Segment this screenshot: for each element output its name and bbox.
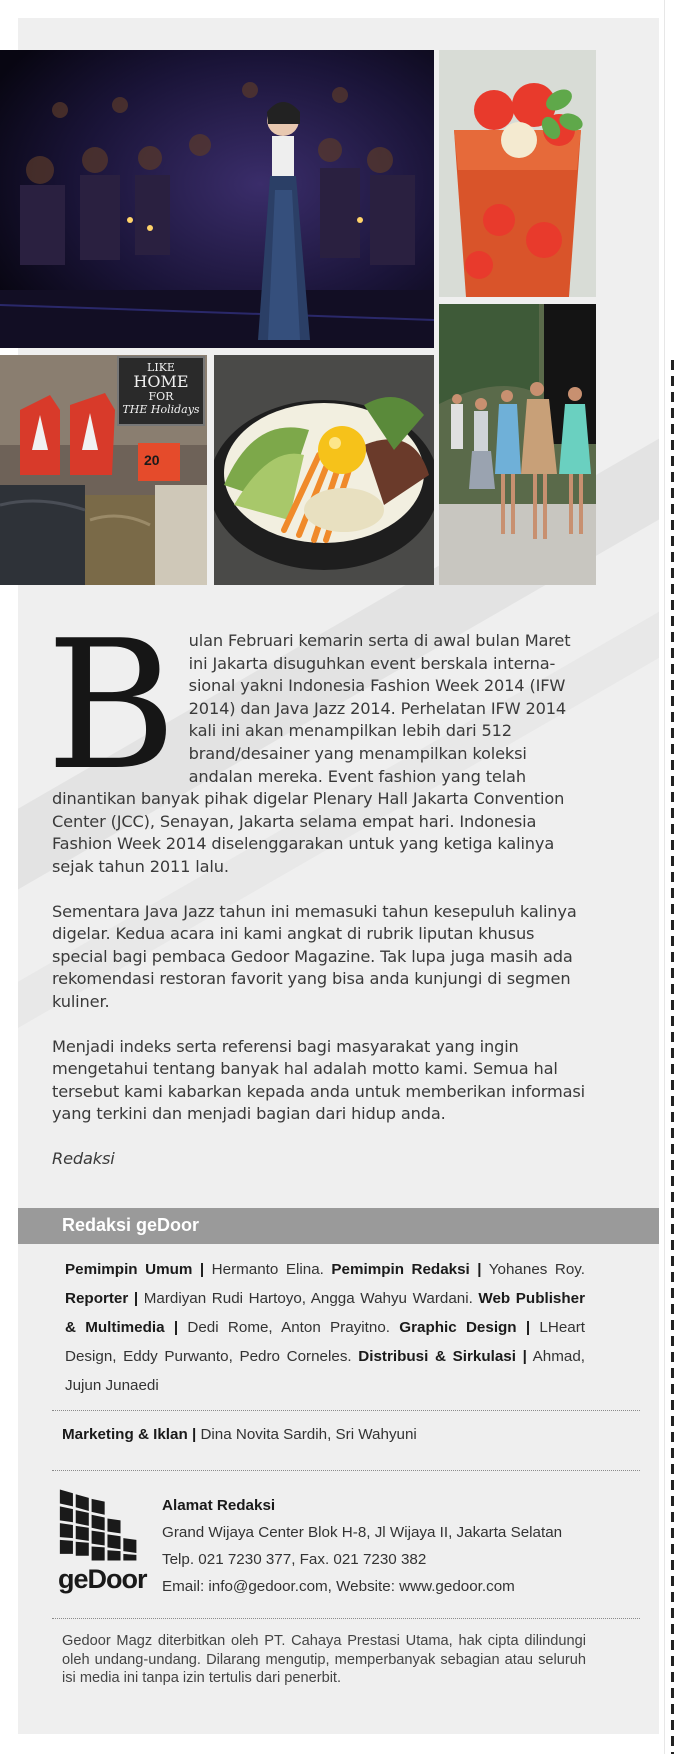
address-contact: Email: info@gedoor.com, Website: www.gedoor.com — [162, 1578, 515, 1595]
credit-names: Mardiyan Rudi Hartoyo, Angga Wahyu Wardani. — [138, 1290, 479, 1307]
credit-role: Web Publisher & Multimedia | — [65, 1290, 585, 1336]
address-heading: Alamat Redaksi — [162, 1497, 276, 1514]
credit-role: Pemimpin Umum | — [65, 1261, 205, 1278]
clothing-shop-photo — [0, 355, 207, 585]
address-block — [162, 1492, 562, 1600]
gedoor-logo — [58, 1486, 148, 1598]
staff-header-bar — [18, 1208, 659, 1244]
strawberry-drink-photo — [439, 50, 596, 297]
credit-names: Dina Novita Sardih, Sri Wahyuni — [196, 1426, 417, 1443]
price-tag: 20 — [144, 452, 160, 468]
dotted-divider — [52, 1470, 640, 1471]
dotted-divider — [52, 1618, 640, 1619]
dotted-divider — [52, 1410, 640, 1411]
address-street: Grand Wijaya Center Blok H-8, Jl Wijaya II, Jakarta Selatan — [162, 1524, 563, 1541]
shop-sign-text: HOME — [133, 372, 189, 391]
address-phone: Telp. 021 7230 377, Fax. 021 7230 382 — [162, 1551, 427, 1568]
article-paragraph: Menjadi indeks serta referensi bagi masyarakat yang ingin mengetahui tentang banyak hal adalah motto kami. Semua hal tersebut kami kabarkan kepada anda untuk memberikan informasi yang terkini dan menjadi bagian dari hidup anda. — [52, 1036, 586, 1124]
credit-names: Hermanto Elina. — [204, 1261, 332, 1278]
article-paragraph: Sementara Java Jazz tahun ini memasuki tahun kesepuluh kalinya digelar. Kedua acara ini kami angkat di rubrik liputan khusus special bagi pembaca Gedoor Magazine. Tak lupa juga masih ada rekomendasi restoran favorit yang bisa anda kunjungi di segmen kuliner. — [52, 901, 577, 1011]
editorial-article — [46, 602, 592, 1192]
shop-sign — [120, 361, 202, 416]
shop-sign-text: LIKE — [147, 361, 175, 374]
fashion-runway-photo — [439, 304, 596, 585]
shop-sign-text: FOR — [148, 390, 174, 403]
credit-names: Ahmad, Jujun Junaedi — [65, 1348, 585, 1394]
drop-cap: B — [46, 602, 177, 809]
credit-names: LHeart Design, Eddy Purwanto, Pedro Corneles. — [65, 1319, 585, 1365]
credit-names: Dedi Rome, Anton Prayitno. — [178, 1319, 400, 1336]
article-signature: Redaksi — [52, 1148, 115, 1168]
copyright-note: Gedoor Magz diterbitkan oleh PT. Cahaya Prestasi Utama, hak cipta dilindungi oleh undang-undang. Dilarang mengutip, memperbanyak sebagian atau seluruh isi media ini tanpa izin tertulis dari penerbit. — [62, 1633, 586, 1686]
credit-role: Graphic Design | — [399, 1319, 531, 1336]
marketing-credit — [62, 1426, 417, 1443]
gedoor-logo-icon — [58, 1486, 142, 1564]
credit-role: Reporter | — [65, 1290, 139, 1307]
article-paragraph: ulan Februari kemarin serta di awal bulan Maret ini Jakarta disuguhkan event berskala interna- sional yakni Indonesia Fashion Week 2014 (IFW 2014) dan Java Jazz 2014. Perhelatan IFW 2014 kali ini akan menampilkan lebih dari 512 brand/desainer yang menampilkan koleksi andalan mereka. Event fashion yang telah dinantikan banyak pihak digelar Plenary Hall Jakarta Convention Center (JCC), Senayan, Jakarta selama empat hari. Indonesia Fashion Week 2014 diselenggarakan untuk yang ketiga kalinya sejak tahun 2011 lalu. — [52, 631, 571, 876]
page-edge-line — [664, 0, 665, 1754]
shop-sign-text: THE Holidays — [122, 403, 200, 416]
concert-photo — [0, 50, 434, 348]
page-edge-dashes — [671, 360, 674, 1754]
staff-title: Redaksi geDoor — [62, 1215, 200, 1235]
credit-role: Marketing & Iklan | — [62, 1426, 197, 1443]
credit-role: Pemimpin Redaksi | — [331, 1261, 482, 1278]
credit-names: Yohanes Roy. — [481, 1261, 585, 1278]
credit-role: Distribusi & Sirkulasi | — [358, 1348, 527, 1365]
logo-wordmark: geDoor — [58, 1564, 147, 1594]
bibimbap-photo — [214, 355, 434, 585]
staff-credits — [65, 1255, 585, 1400]
